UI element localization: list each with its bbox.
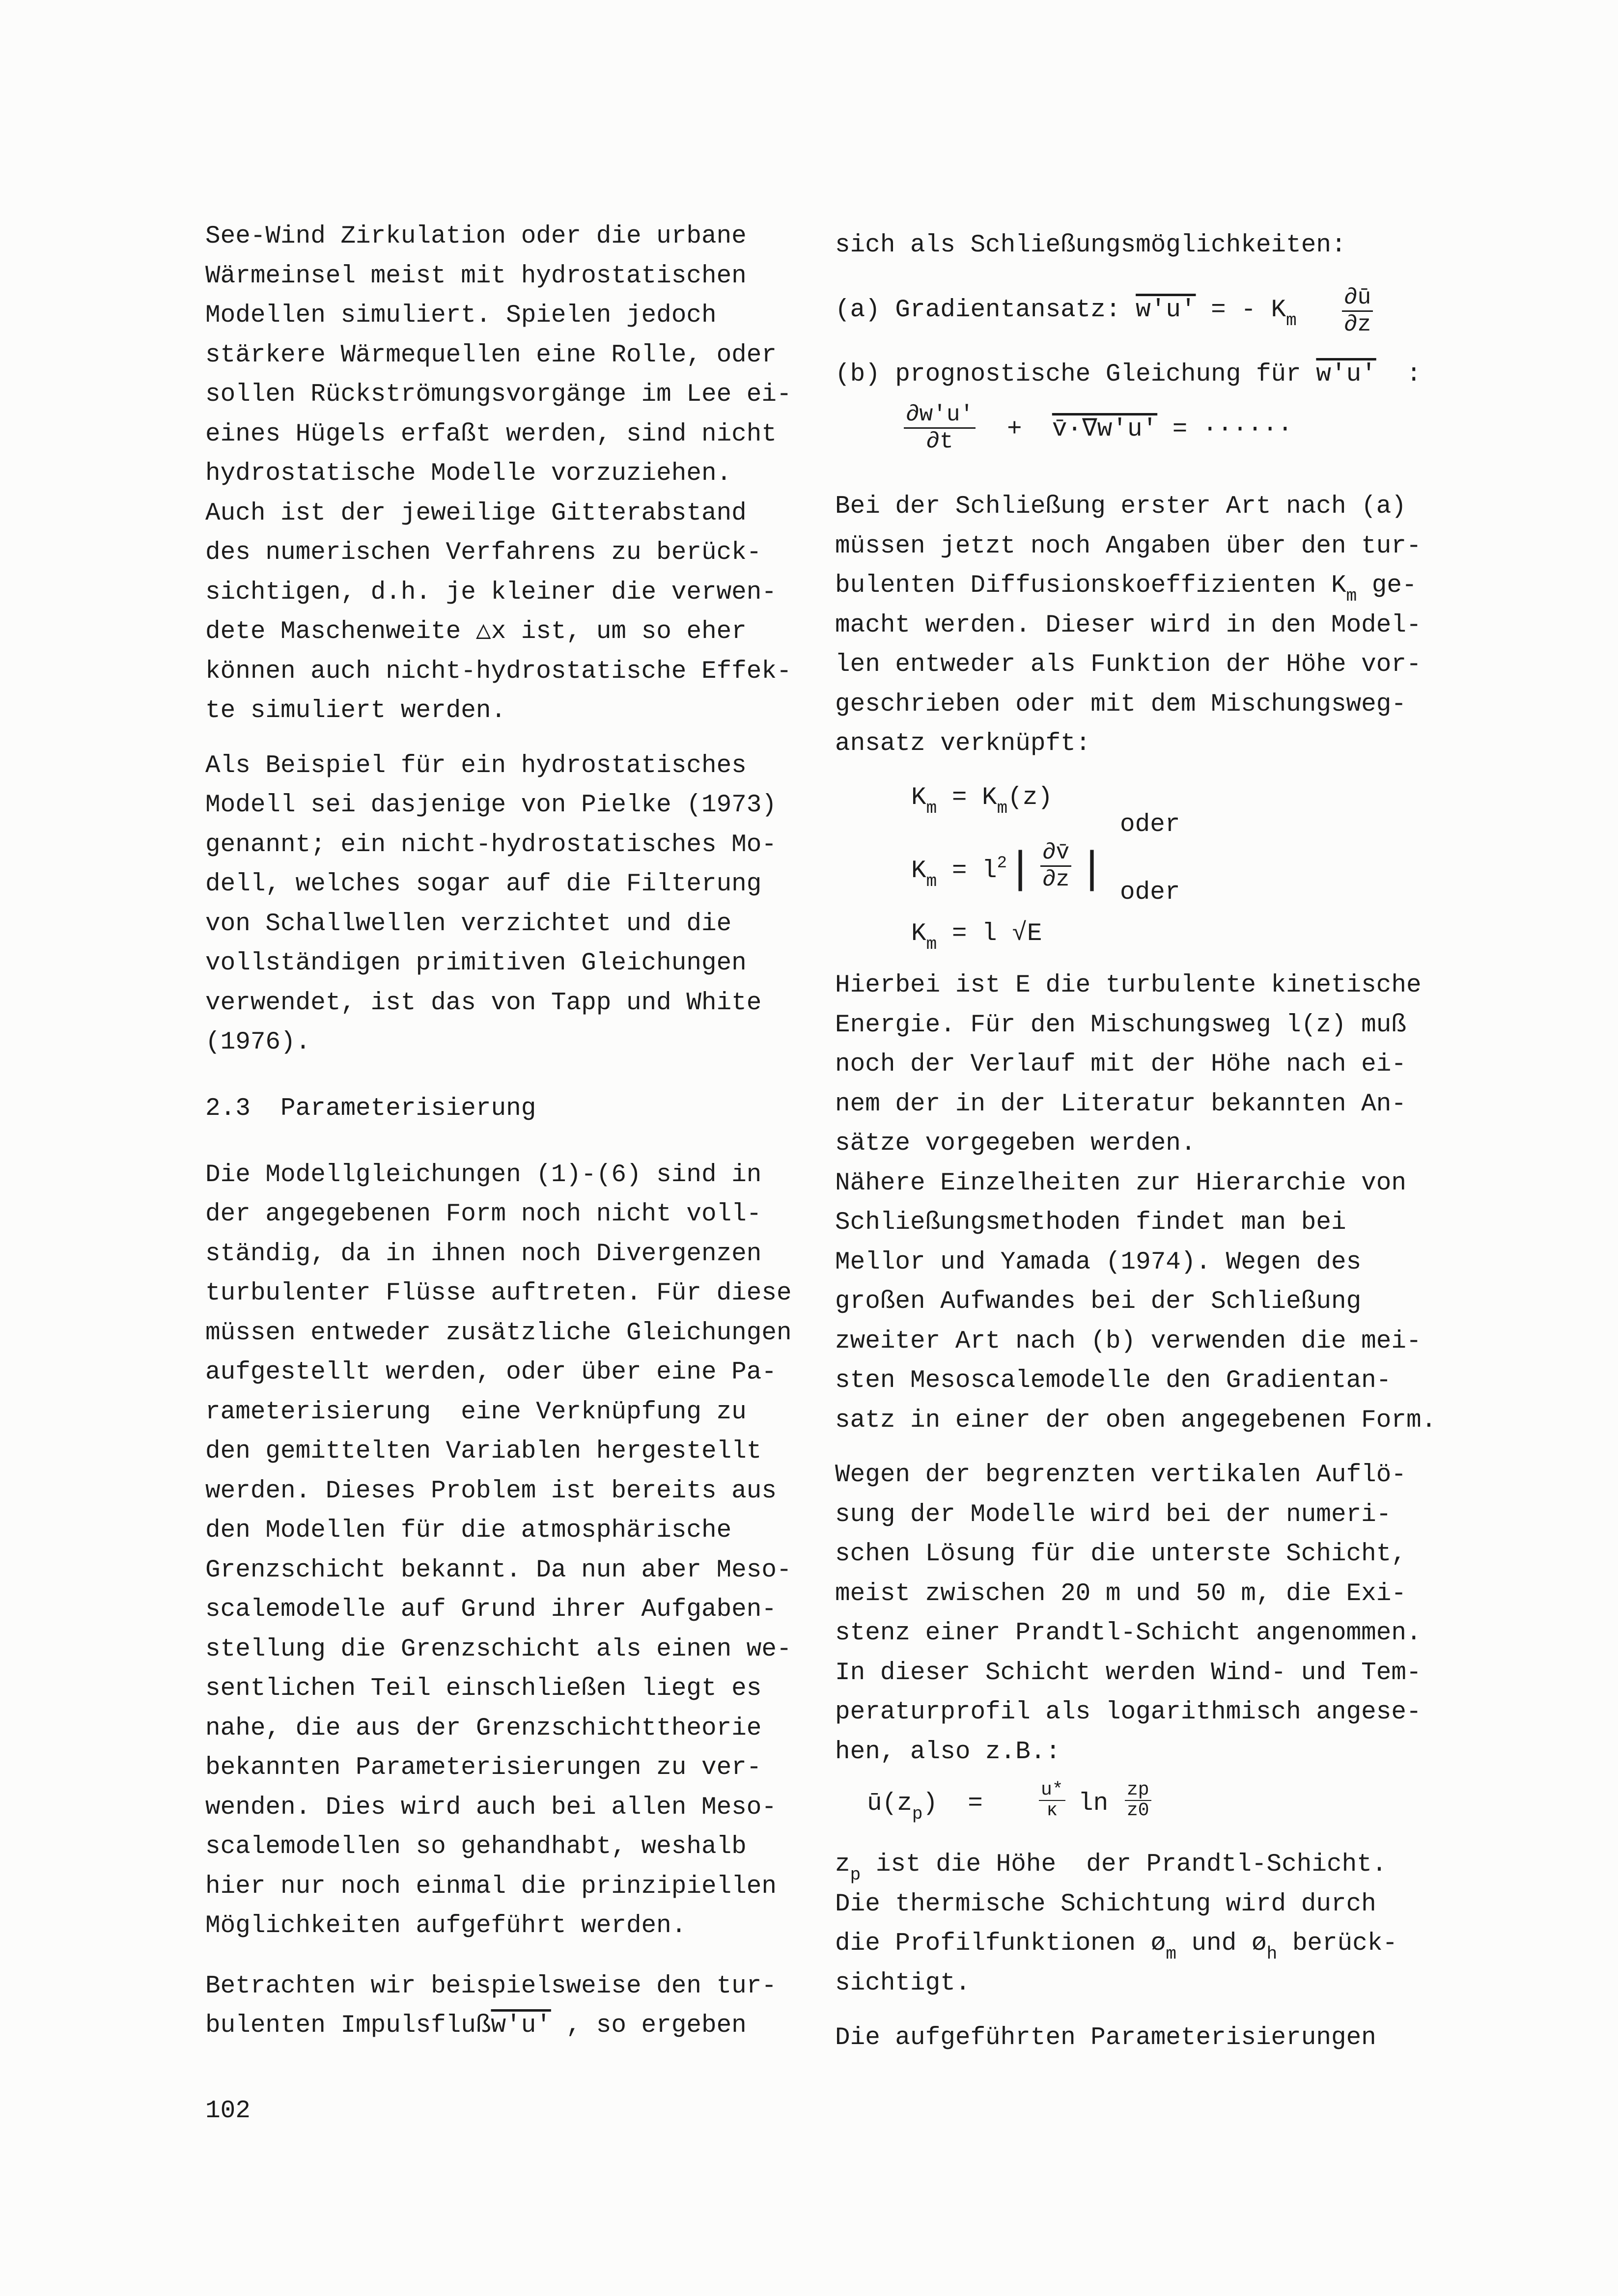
text-line: sichtigt. [835, 1969, 971, 1997]
text-line [835, 1929, 1398, 1964]
text-line: Auch ist der jeweilige Gitterabstand [205, 499, 747, 527]
text-line: Schließungsmethoden findet man bei [835, 1209, 1346, 1237]
text-line: scalemodellen so gehandhabt, weshalb [205, 1833, 747, 1861]
text-line: ständig, da in ihnen noch Divergenzen [205, 1240, 762, 1268]
formula-text: = ······ [1172, 415, 1293, 443]
formula-wu: w'u' [1316, 360, 1376, 388]
text-line: Modell sei dasjenige von Pielke (1973) [205, 791, 777, 819]
fraction-ustar-kappa [1039, 1780, 1065, 1821]
text-line: vollständigen primitiven Gleichungen [205, 949, 747, 977]
formula-wu: w'u' [491, 2012, 551, 2040]
formula-text: : [1406, 360, 1422, 388]
text-line: sentlichen Teil einschließen liegt es [205, 1675, 762, 1703]
equation-a [835, 296, 1297, 331]
text-line: nahe, die aus der Grenzschichttheorie [205, 1715, 762, 1743]
text-line: len entweder als Funktion der Höhe vor- [835, 651, 1422, 679]
formula-sub: m [926, 871, 937, 891]
formula-K: K [911, 784, 926, 812]
text-line: oder [1120, 879, 1180, 907]
formula-text: = - K [1211, 296, 1286, 324]
formula-phi: ø [1150, 1930, 1166, 1958]
fraction-denominator: ∂t [926, 429, 953, 454]
text-line: genannt; ein nicht-hydrostatisches Mo- [205, 831, 777, 859]
text-line: sten Mesoscalemodelle den Gradientan- [835, 1367, 1392, 1395]
text-line: wenden. Dies wird auch bei allen Meso- [205, 1794, 777, 1822]
fraction-numerator: zp [1125, 1780, 1151, 1801]
text-line: Mellor und Yamada (1974). Wegen des [835, 1248, 1362, 1276]
equation-log-profile [867, 1789, 983, 1824]
text-line: hydrostatische Modelle vorzuziehen. [205, 460, 732, 488]
text-line: In dieser Schicht werden Wind- und Tem- [835, 1659, 1422, 1687]
text-line: Grenzschicht bekannt. Da nun aber Meso- [205, 1556, 792, 1584]
text-line: ansatz verknüpft: [835, 730, 1091, 758]
text-line: großen Aufwandes bei der Schließung [835, 1288, 1362, 1316]
text-line: Nähere Einzelheiten zur Hierarchie von [835, 1169, 1406, 1197]
formula-wu: w'u' [1136, 296, 1196, 324]
fraction-zp-z0 [1125, 1780, 1151, 1821]
fraction-numerator: ∂ū [1342, 285, 1373, 312]
text-line [205, 2011, 747, 2041]
equation-label: (a) Gradientansatz: [835, 296, 1121, 324]
text-line: macht werden. Dieser wird in den Model- [835, 611, 1422, 639]
fraction-denominator: κ [1046, 1800, 1058, 1821]
fraction-dwu-dt [904, 402, 976, 454]
text-line: Modellen simuliert. Spielen jedoch [205, 302, 717, 330]
text-fragment: und [1191, 1930, 1237, 1958]
text-fragment: ist die Höhe der Prandtl-Schicht. [875, 1851, 1387, 1879]
text-line: sung der Modelle wird bei der numeri- [835, 1501, 1392, 1529]
formula-sup: 2 [997, 854, 1007, 873]
fraction-du-dz [1342, 285, 1373, 337]
text-line: Energie. Für den Mischungsweg l(z) muß [835, 1011, 1406, 1039]
text-line: dell, welches sogar auf die Filterung [205, 870, 762, 898]
text-line: eines Hügels erfaßt werden, sind nicht [205, 420, 777, 448]
equation-km-1 [911, 783, 1053, 818]
text-line: stenz einer Prandtl-Schicht angenommen. [835, 1619, 1422, 1647]
text-line: Möglichkeiten aufgeführt werden. [205, 1912, 687, 1940]
abs-bar: | [1079, 846, 1106, 896]
formula-text: (z) [1007, 784, 1053, 812]
text-line: stellung die Grenzschicht als einen we- [205, 1635, 792, 1663]
fraction-numerator: ∂v̄ [1040, 840, 1071, 867]
text-line [835, 571, 1417, 606]
text-line: rameterisierung eine Verknüpfung zu [205, 1398, 747, 1426]
text-line: aufgestellt werden, oder über eine Pa- [205, 1358, 777, 1386]
equation-b [1007, 415, 1293, 444]
text-line: Als Beispiel für ein hydrostatisches [205, 752, 747, 780]
text-fragment: , so ergeben [566, 2012, 747, 2040]
text-line [835, 1850, 1387, 1885]
text-line: den gemittelten Variablen hergestellt [205, 1438, 762, 1466]
text-line: scalemodelle auf Grund ihrer Aufgaben- [205, 1596, 777, 1624]
text-line: Wärmeinsel meist mit hydrostatischen [205, 262, 747, 290]
text-line: hier nur noch einmal die prinzipiellen [205, 1873, 777, 1901]
equation-km-3 [911, 919, 1042, 954]
formula-sub: m [1286, 310, 1297, 331]
section-heading: 2.3 Parameterisierung [205, 1095, 536, 1123]
text-line: der angegebenen Form noch nicht voll- [205, 1200, 762, 1228]
equation-label: (b) prognostische Gleichung für [835, 360, 1301, 388]
text-line: sich als Schließungsmöglichkeiten: [835, 231, 1346, 259]
text-fragment: bulenten Diffusionskoeffizienten [835, 572, 1316, 600]
text-line: sätze vorgegeben werden. [835, 1130, 1196, 1158]
text-line: Hierbei ist E die turbulente kinetische [835, 971, 1422, 999]
fraction-denominator: ∂z [1344, 312, 1371, 337]
formula-sub: m [1166, 1944, 1176, 1964]
page-number: 102 [205, 2097, 251, 2125]
fraction-numerator: ∂w'u' [904, 402, 976, 429]
formula-text: = K [951, 784, 997, 812]
text-line: verwendet, ist das von Tapp und White [205, 989, 762, 1017]
formula-sub: m [926, 934, 937, 954]
text-line: dete Maschenweite △x ist, um so eher [205, 618, 747, 646]
text-line: Die aufgeführten Parameterisierungen [835, 2024, 1376, 2052]
text-line: oder [1120, 811, 1180, 839]
text-line: nem der in der Literatur bekannten An- [835, 1090, 1406, 1118]
formula-phi: ø [1251, 1930, 1267, 1958]
text-line: meist zwischen 20 m und 50 m, die Exi- [835, 1580, 1406, 1608]
text-line: (1976). [205, 1028, 311, 1056]
text-line: satz in einer der oben angegebenen Form. [835, 1407, 1437, 1435]
text-line: von Schallwellen verzichtet und die [205, 910, 732, 938]
formula-text: ) = [922, 1790, 983, 1818]
text-line: noch der Verlauf mit der Höhe nach ei- [835, 1051, 1406, 1079]
text-line: sollen Rückströmungsvorgänge im Lee ei- [205, 381, 792, 409]
formula-text: ū(z [867, 1790, 912, 1818]
text-line: te simuliert werden. [205, 697, 506, 725]
formula-text: = l √E [951, 920, 1042, 948]
formula-sub: h [1266, 1944, 1278, 1964]
formula-K: K [911, 920, 926, 948]
text-line: peraturprofil als logarithmisch angese- [835, 1698, 1422, 1726]
text-line: Die thermische Schichtung wird durch [835, 1890, 1376, 1918]
text-line: See-Wind Zirkulation oder die urbane [205, 222, 747, 250]
text-line: zweiter Art nach (b) verwenden die mei- [835, 1328, 1422, 1355]
text-line: geschrieben oder mit dem Mischungsweg- [835, 691, 1406, 719]
text-line: müssen jetzt noch Angaben über den tur- [835, 532, 1422, 560]
fraction-denominator: z0 [1127, 1800, 1149, 1821]
text-fragment: berück- [1292, 1930, 1398, 1958]
text-line: können auch nicht-hydrostatische Effek- [205, 658, 792, 686]
formula-sub: m [997, 798, 1008, 818]
text-line: werden. Dieses Problem ist bereits aus [205, 1477, 777, 1505]
text-fragment: bulenten Impulsfluß [205, 2012, 491, 2040]
formula-advection: v̄·∇w'u' [1052, 415, 1158, 443]
formula-z: z [835, 1851, 850, 1879]
formula-text: = l [951, 857, 997, 885]
text-line: sichtigen, d.h. je kleiner die verwen- [205, 579, 777, 607]
text-line: bekannten Parameterisierungen zu ver- [205, 1754, 762, 1782]
equation-km-2: $K_m = l^2|$ [911, 846, 1034, 896]
formula-K: K [911, 857, 926, 885]
text-fragment: ge- [1371, 572, 1417, 600]
equation-b-label [835, 360, 1422, 389]
text-line: schen Lösung für die unterste Schicht, [835, 1540, 1406, 1568]
formula-text: + [1007, 415, 1022, 443]
fraction-denominator: ∂z [1042, 867, 1070, 892]
text-line: stärkere Wärmequellen eine Rolle, oder [205, 341, 777, 369]
text-line: Bei der Schließung erster Art nach (a) [835, 493, 1406, 521]
formula-sub: m [926, 798, 937, 818]
fraction-dv-dz [1040, 840, 1071, 892]
text-line: turbulenter Flüsse auftreten. Für diese [205, 1279, 792, 1307]
fraction-numerator: u* [1039, 1780, 1065, 1801]
text-line: des numerischen Verfahrens zu berück- [205, 539, 762, 567]
text-line: Wegen der begrenzten vertikalen Auflö- [835, 1461, 1406, 1489]
text-line: hen, also z.B.: [835, 1738, 1061, 1766]
text-line: müssen entweder zusätzliche Gleichungen [205, 1319, 792, 1347]
text-line: den Modellen für die atmosphärische [205, 1517, 732, 1545]
text-line: Betrachten wir beispielsweise den tur- [205, 1972, 777, 2000]
text-line: Die Modellgleichungen (1)-(6) sind in [205, 1161, 762, 1189]
text-fragment: die Profilfunktionen [835, 1930, 1136, 1958]
formula-sub: p [912, 1804, 923, 1824]
formula-sub: p [850, 1865, 861, 1885]
formula-sub: m [1346, 586, 1357, 606]
formula-ln: ln [1078, 1790, 1109, 1818]
formula-K: K [1331, 572, 1346, 600]
